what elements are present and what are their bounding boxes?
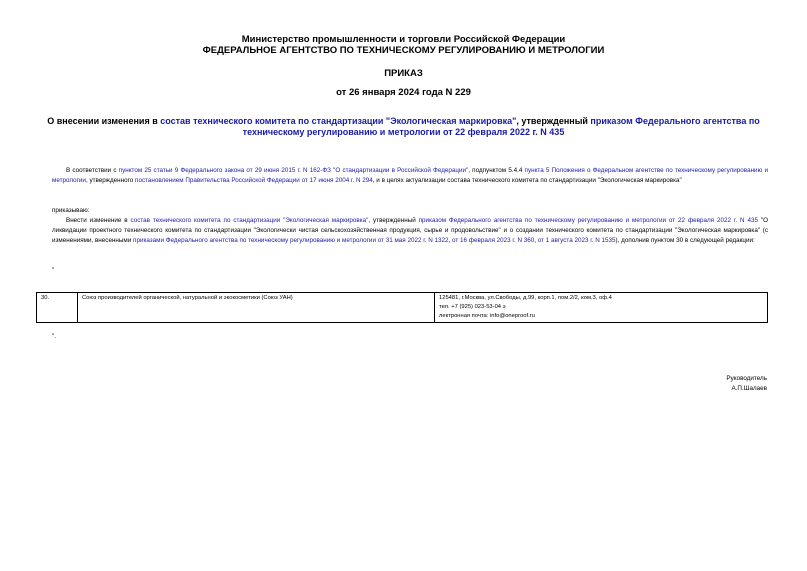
entry-contacts bbox=[435, 293, 768, 323]
preamble-text-1: В соответствии с bbox=[66, 167, 119, 174]
document-date: от 26 января 2024 года N 229 bbox=[336, 87, 471, 98]
title-text-2: , утвержденный bbox=[516, 116, 591, 126]
document-type: ПРИКАЗ bbox=[384, 68, 423, 79]
signature-name: А.П.Шалаев bbox=[731, 385, 767, 392]
body-paragraph bbox=[52, 216, 768, 246]
order-word: приказываю: bbox=[52, 207, 90, 214]
entry-address: 125481, г.Москва, ул.Свободы, д.99, корп.1, пом.2/2, ком.3, оф.4 bbox=[439, 295, 612, 301]
body-link-committee[interactable]: состав технического комитета по стандартизации "Экологическая маркировка" bbox=[130, 217, 369, 224]
agency-name: ФЕДЕРАЛЬНОЕ АГЕНТСТВО ПО ТЕХНИЧЕСКОМУ РЕГУЛИРОВАНИЮ И МЕТРОЛОГИИ bbox=[202, 45, 605, 56]
table-row bbox=[37, 293, 768, 323]
title-link-committee[interactable]: состав технического комитета по стандартизации "Экологическая маркировка" bbox=[160, 116, 517, 126]
title-link-order[interactable]: приказом Федерального агентства по техническому регулированию и метрологии от 22 февраля 2022 г. N 435 bbox=[242, 116, 760, 137]
title-text-1: О внесении изменения в bbox=[47, 116, 161, 126]
entry-organization: Союз производителей органической, натуральной и экокосметики (Союз УАН) bbox=[78, 293, 435, 323]
preamble-link-decree[interactable]: постановлением Правительства Российской Федерации от 17 июня 2004 г. N 294 bbox=[135, 177, 373, 184]
body-link-order-435[interactable]: приказом Федерального агентства по техническому регулированию и метрологии от 22 февраля 2022 г. N 435 bbox=[418, 217, 758, 224]
body-text-6: ), дополнив пунктом 30 в следующей редакции: bbox=[615, 237, 755, 244]
body-link-order-1535[interactable]: от 1 августа 2023 г. N 1535 bbox=[537, 237, 616, 244]
body-text-1: Внести изменение в bbox=[66, 217, 131, 224]
document-title bbox=[40, 116, 767, 138]
preamble-link-regulation[interactable]: пункта 5 Положения о Федеральном агентстве по техническому регулированию и метрологии bbox=[52, 167, 768, 184]
preamble-link-law[interactable]: пунктом 25 статьи 9 Федерального закона от 29 июня 2015 г. N 162-ФЗ "О стандартизации в Российской Федерации" bbox=[118, 167, 469, 174]
body-link-order-1322[interactable]: приказами Федерального агентства по техническому регулированию и метрологии от 31 мая 2022 г. N 1322 bbox=[133, 237, 449, 244]
ministry-name: Министерство промышленности и торговли Российской Федерации bbox=[241, 34, 566, 45]
preamble-text-4: , и в целях актуализации состава технического комитета по стандартизации "Экологическая маркировка" bbox=[372, 177, 682, 184]
quote-close: ". bbox=[52, 333, 56, 340]
body-text-4: , bbox=[448, 237, 453, 244]
quote-open: " bbox=[52, 267, 55, 274]
preamble-text-2: , подпунктом 5.4.4 bbox=[468, 167, 525, 174]
body-link-order-360[interactable]: от 16 февраля 2023 г. N 360 bbox=[452, 237, 535, 244]
entry-phone: тел. +7 (925) 023-53-04 э bbox=[439, 304, 506, 310]
body-text-5: , bbox=[534, 237, 538, 244]
body-text-2: , утвержденный bbox=[368, 217, 419, 224]
preamble-paragraph bbox=[52, 166, 768, 186]
preamble-text-3: , утвержденного bbox=[85, 177, 136, 184]
committee-entry-table bbox=[36, 292, 768, 323]
entry-number: 30. bbox=[37, 293, 78, 323]
body-text-3: "О ликвидации проектного технического комитета по стандартизации "Экологически чистая сельскохозяйственная продукция, сырье и продовольствие" и о создании технического комитета по стандартизации "Экологическая маркировка" (с изменениями, внесенными bbox=[52, 217, 769, 244]
signature-position: Руководитель bbox=[726, 375, 767, 382]
entry-email: лектронная почта: info@oneproof.ru bbox=[439, 313, 535, 319]
